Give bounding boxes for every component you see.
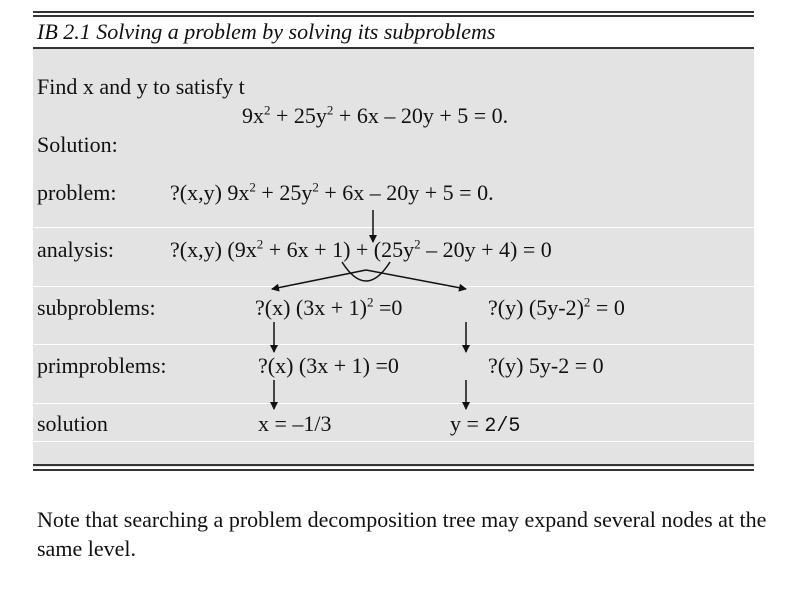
solution-y: y = 2/5 <box>450 411 521 438</box>
row-label-problem: problem: <box>37 180 117 205</box>
primproblem-y: ?(y) 5y-2 = 0 <box>488 353 604 378</box>
row-label-solution: solution <box>37 411 108 436</box>
subproblem-x: ?(x) $(3x + 1)^2 =0$ <box>255 294 403 320</box>
subproblem-y: ?(y) $(5y-2)^2 = 0$ <box>488 294 625 320</box>
footer-note: Note that searching a problem decomposition tree may expand several nodes at the same level. <box>37 507 767 561</box>
problem-expression: ?(x,y) $9x^2 + 25y^2 + 6x - 20y + 5 = 0$. <box>170 179 494 205</box>
solution-x: x = –1/3 <box>258 411 332 436</box>
row-label-primproblems: primproblems: <box>37 353 167 378</box>
solution-heading: Solution: <box>37 132 118 157</box>
primproblem-x: ?(x) (3x + 1) =0 <box>258 353 399 378</box>
statement-line: Find x and y to satisfy t <box>37 74 245 99</box>
page-title: IB 2.1 Solving a problem by solving its subproblems <box>37 19 496 44</box>
statement-equation: $9x^2 + 25y^2 + 6x - 20y + 5 = 0$. <box>242 102 509 128</box>
arrow-analysis-to-subproblem-y <box>366 270 466 289</box>
analysis-expression: ?(x,y) $(9x^2 + 6x + 1) + (25y^2 - 20y + 4) = 0$ <box>170 236 552 262</box>
row-label-analysis: analysis: <box>37 237 114 262</box>
and-arc-connector <box>342 262 390 281</box>
arrow-analysis-to-subproblem-x <box>272 270 366 289</box>
row-label-subproblems: subproblems: <box>37 295 156 320</box>
